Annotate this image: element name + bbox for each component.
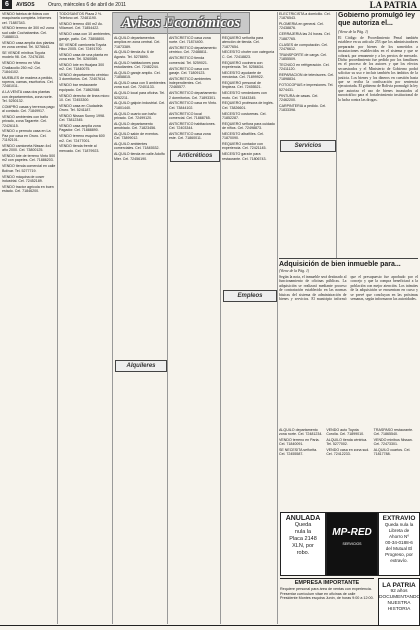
classified-ad: VENDO terreno en Villa Challacollo 250 m2. Cel. 71844102. bbox=[2, 61, 41, 74]
classified-ad: ANTICRETICO casa zona norte. Cel. 71874400. bbox=[169, 36, 211, 45]
category-logo: Empleos bbox=[223, 290, 277, 302]
classified-ad: TRANSPORTE de carga. Cel. 71855509. bbox=[279, 52, 327, 62]
classified-ad: ANTICRETICO local comercial. Cel. 71888765. bbox=[169, 111, 211, 120]
classified-ad: FOTOCOPIAS e impresiones. Tel. 5274431. bbox=[279, 83, 334, 92]
article-body: El Código de Procedimiento Penal también establece en su artículo 253 que los administradores prepararán por bienes de los sometidos a incautaciones establecidos en el sistema y que se cobrará, por remanente y a los precios de mercado. Dicho procedimiento fue pedido por los familiares en el proceso de los autores y que los efectos secuestrados y el Ministerio de Gobierno podrá solicitar su uso e incluir también los ámbitos de la justicia. Los bienes y los dineros en cuestión hasta que se reciba la confiscación por sentencia ejecutoriada. El gobierno de Bolivia promulgó la ley que autoriza el uso de bienes incautados al narcotráfico para el fortalecimiento institucional de la lucha contra las drogas. bbox=[338, 36, 418, 102]
classified-ad: REQUIERO cocinera con experiencia. Tel. 5256634. bbox=[222, 60, 264, 69]
classified-ad: ANTICRETICO departamento céntrico. Cel. 72488811. bbox=[169, 46, 217, 55]
advert-empresa bbox=[280, 578, 374, 625]
advert-line: DOCUMENTANDO bbox=[379, 595, 420, 600]
classified-ad: SE VENDE minibus Toyota modelo 98. Cel. 72476150. bbox=[2, 51, 46, 60]
classified-ad: PLOMERIA en general. Cel. 72438876. bbox=[279, 22, 324, 31]
classified-ad: COMPRO casas y terrenos pago al contado. Cel. 71849917. bbox=[2, 104, 55, 114]
classified-ad: ALQUILO departamentos amplios en zona central. Cel. 71873389. bbox=[114, 36, 161, 49]
classified-ad: ALQUILO casa con 5 ambientes zona sud. Cel. 72401133. bbox=[114, 81, 166, 90]
notice-line: Queda bbox=[294, 522, 312, 528]
classified-ad: VENDO minibus Nissan. Cel. 72473301. bbox=[373, 438, 413, 447]
classified-ad: VENDO máquina de coser industrial. Cel. 72452189. bbox=[2, 174, 45, 183]
classified-ad: ALQUILO ambientes comerciales. Cel. 71845532. bbox=[114, 142, 160, 151]
classified-ad: ALQUILO cuarto con baño privado. Cel. 72499120. bbox=[114, 111, 157, 120]
classified-ad: ALQUILO galpón industrial. Cel. 71801440. bbox=[114, 101, 166, 110]
page-header bbox=[0, 0, 420, 11]
notice-line: Progreso, por bbox=[385, 552, 413, 557]
section-name: AVISOS bbox=[16, 2, 35, 8]
classified-ad: SE NECESITA señorita. Cel. 72455587. bbox=[279, 448, 318, 457]
classified-ad: ALQUILO tienda en calle Adolfo Mier. Cel. 72456190. bbox=[114, 152, 165, 161]
notice-anulada bbox=[280, 512, 326, 576]
newspaper-brand: LA PATRIA bbox=[369, 0, 417, 10]
advert-subtitle: SERVICIOS bbox=[342, 542, 362, 546]
classified-ad: CERRAJERIA las 24 horas. Cel. 71887765. bbox=[279, 32, 331, 41]
ads-column-3 bbox=[114, 36, 166, 624]
section-banner bbox=[112, 12, 250, 34]
article-source: (Viene de la Pág. 1) bbox=[338, 30, 369, 34]
notice-title: ANULADA bbox=[285, 515, 321, 522]
classified-ad: VENDO tienda frente al mercado. Cel. 71879923. bbox=[59, 144, 100, 153]
classified-ad: ANTICRETICO casa en Vinto. Cel. 73844102. bbox=[169, 101, 218, 110]
ads-column-1 bbox=[2, 12, 56, 624]
classified-ad: NECESITO chofer con categoría C. Cel. 72418823. bbox=[222, 50, 275, 59]
column-divider bbox=[336, 12, 337, 258]
notice-extravio bbox=[378, 512, 420, 576]
news-article-bottom bbox=[279, 258, 418, 429]
classified-ad: REQUIERO profesora de inglés. Cel. 73826601. bbox=[222, 101, 274, 110]
classified-ad: PINTURA de casas. Cel. 72462200. bbox=[279, 93, 319, 102]
classified-ad: VENDO casa en zona sud. Cel. 72412233. bbox=[326, 448, 370, 457]
article-title: Adquisición de bien inmueble para... bbox=[279, 261, 401, 268]
classified-ad: NECESITO costureras. Cel. 71852287. bbox=[222, 111, 267, 120]
column-divider bbox=[57, 12, 58, 624]
classified-ad: NECESITO ayudante de mecánica. Cel. 71899922. bbox=[222, 70, 264, 80]
classified-ad: VENDO tienda comercial en calle Bolívar. Tel. 5277719. bbox=[2, 164, 56, 173]
advert-mp-red bbox=[326, 512, 378, 576]
advert-title: MP-RED bbox=[332, 527, 372, 538]
classified-ad: SE VENDE camioneta Toyota Hilux 2005. Cel. 72491700. bbox=[59, 42, 107, 51]
column-divider bbox=[220, 12, 221, 624]
page-number: 6 bbox=[2, 0, 12, 9]
notice-line: Ahorro Nº bbox=[388, 534, 410, 539]
classified-ad: CLASES de computación. Cel. 72476612. bbox=[279, 42, 328, 51]
column-divider bbox=[277, 12, 278, 624]
column-divider bbox=[112, 12, 113, 624]
classified-ad: VENDO terreno en Paria. Cel. 71840091. bbox=[279, 438, 320, 447]
classified-ad: VENDO auto Toyota Corolla. Cel. 71899010. bbox=[326, 428, 365, 437]
ads-column-5 bbox=[222, 36, 276, 624]
notice-line: nula la bbox=[294, 529, 312, 535]
classified-ad: ANTICRETICO tienda comercial. Tel. 5259021. bbox=[169, 56, 208, 65]
classified-ad: ANTICRETICO departamento 2 dormitorios. Cel. 71893301. bbox=[169, 91, 217, 100]
classified-ad: VENDO tractor agrícola en buen estado. Cel. 71846200. bbox=[2, 184, 54, 193]
notice-line: del Mutual El bbox=[385, 546, 413, 551]
article-title: Gobierno promulgó ley que autoriza el... bbox=[338, 12, 416, 27]
classified-ad: VENDO camioneta Nissan 4x4 año 2000. Cel. 73800125. bbox=[2, 143, 52, 153]
classified-ad: TRASPASO restaurante. Cel. 71865540. bbox=[373, 428, 414, 437]
classified-ad: VENDO terreno 450 m2 Av. Villarroel. Cel. 71854422. bbox=[59, 22, 103, 31]
classified-ad: REQUIERO señora para cuidado de niños. Cel. 72498873. bbox=[222, 121, 275, 131]
classified-ad: NECESITO garzón para restaurante. Cel. 71806743. bbox=[222, 152, 267, 161]
classified-ad: VENDO casa con 10 ambientes, garaje, patio. Cel. 73808800. bbox=[59, 32, 111, 41]
classified-ad: ANTICRETICO casa zona este. Cel. 71860011. bbox=[169, 131, 211, 141]
article-body: Según la nota, el inmueble será destinado al funcionamiento de oficinas públicas. La adquisición se realizará mediante proceso de contratación establecido en las normas básicas del sistema de administración de bienes y servicios. El municipio informó que el presupuesto fue aprobado por el concejo y que la compra beneficiará a la población con mejor atención. Los trámites de la adquisición se encuentran en curso y se prevé que concluyan en las próximas semanas, según informaron las autoridades. bbox=[279, 275, 418, 302]
issue-date: Oruro, miércoles 6 de abril de 2011 bbox=[48, 2, 127, 8]
classified-ad: ALQUILO habitaciones para estudiantes. Cel. 72482244. bbox=[114, 60, 159, 69]
classified-ad: VENDO casa amplia dos plantas en zona central. Tel. 5276643. bbox=[2, 40, 55, 50]
notice-line: Libreta de bbox=[388, 528, 410, 533]
classified-ad: TECNICO en refrigeración. Cel. 72411120. bbox=[279, 62, 330, 72]
classified-ad: ALQUILO tienda céntrica. Tel. 5277002. bbox=[326, 438, 368, 447]
notice-line: 00-34-0188-6 bbox=[385, 540, 413, 545]
classified-ad: VENDO lote en Huajara 300 m2. Cel. 71840075. bbox=[59, 62, 105, 72]
classified-ad: VENDO o permuto casa en La Paz por casa en Oruro. Cel. 71192101. bbox=[2, 129, 51, 143]
notice-title: EXTRAVIO bbox=[382, 515, 416, 522]
classified-ad: VENDO casa en Ciudadela Oruro. Tel. 5241187. bbox=[59, 103, 103, 112]
classified-ad: VENDO bar restaurante equipado. Cel. 71862088. bbox=[59, 83, 101, 92]
classified-ad: NECESITO vendedores con moto. Cel. 71843345. bbox=[222, 91, 267, 100]
classified-ad: REQUIERO señorita para atención de tienda. Cel. 71877654. bbox=[222, 36, 264, 49]
classified-ad: REQUIERO contador con experiencia. Cel. 72421145. bbox=[222, 142, 267, 151]
classified-ad: VENDO terreno esquina 600 m2. Cel. 72477001. bbox=[59, 134, 105, 143]
category-logo: Servicios bbox=[280, 140, 336, 152]
classified-ad: ELECTRICISTA a domicilio. Cel. 71876543. bbox=[279, 12, 331, 21]
classified-ad: ANTICRETICO ambientes independientes. Cel. 72465577. bbox=[169, 76, 211, 90]
classified-ad: ALQUILO local para oficina. Tel. 5252211. bbox=[114, 91, 166, 100]
classified-ad: VENDO derecho de línea micro 10. Cel. 72453300. bbox=[59, 93, 110, 102]
classified-ad: VENDO casa amplia zona Pagador. Cel. 71888890. bbox=[59, 124, 101, 133]
advert-title: EMPRESA IMPORTANTE bbox=[294, 580, 360, 586]
column-divider bbox=[167, 12, 168, 624]
classified-ad: A LA VENTA casa dos plantas con departamentos, zona norte. Tel. 5250132. bbox=[2, 90, 53, 103]
classified-ad: ALQUILO salón de eventos. Cel. 73899012. bbox=[114, 131, 159, 141]
classified-ad: ALQUILO garaje amplio. Cel. 71858815. bbox=[114, 70, 161, 80]
notice-line: Queda nula la bbox=[384, 522, 414, 527]
notice-line: robo. bbox=[296, 550, 310, 556]
advert-body: Requiere personal para área de ventas con experiencia. Presentar currículum vitae en oficinas de calle Presidente Montes esquina Junín, de horas 9:00 a 12:00. bbox=[280, 587, 374, 601]
classified-ad: VENDO casa de una planta en zona este. Tel. 5260089. bbox=[59, 52, 109, 62]
advert-line: NUESTRA HISTORIA bbox=[387, 601, 411, 612]
classified-ad: VENDO lote de terreno Vinto 500 m2 con papeles. Cel. 71886203. bbox=[2, 154, 56, 163]
classified-ad: VENDO departamento céntrico 3 dormitorios. Cel. 72407614. bbox=[59, 73, 109, 82]
classified-ad: REQUIERO personal de limpieza. Cel. 72455521. bbox=[222, 81, 262, 90]
page-footer-rule bbox=[0, 625, 420, 630]
ads-column-2 bbox=[59, 12, 111, 624]
advert-line: 92 años bbox=[390, 589, 408, 594]
classified-ad: NECESITO albañiles. Cel. 71870090. bbox=[222, 131, 264, 141]
notice-line: XLN, por bbox=[292, 543, 314, 549]
ads-column-4 bbox=[169, 36, 219, 624]
category-logo: Anticréticos bbox=[170, 150, 220, 162]
classified-ad: ANTICRETICO casa con garaje. Cel. 71809123. bbox=[169, 66, 209, 75]
classified-ad: TODOSANTOS Plaza 2 ½. Telefono cel. 72481190. bbox=[59, 12, 103, 21]
classified-ad: CARPINTERIA a pedido. Cel. 71833398. bbox=[279, 103, 327, 112]
classified-ad: VENDO Nissan Sunny 1998. Cel. 73812345. bbox=[59, 113, 105, 123]
classified-ad: MUEBLES de madera a pedido, roperos, camas, escritorios. Cel. 72481011. bbox=[2, 75, 54, 89]
classified-ad: VENDO ambientes con baño privado, zona Tagarete. Cel. 72426115. bbox=[2, 114, 49, 128]
classified-ad: REPARACION de televisores. Cel. 71898834. bbox=[279, 73, 335, 82]
ads-block-middle-right bbox=[279, 428, 418, 510]
advert-la-patria bbox=[378, 578, 420, 626]
notice-line: extravío. bbox=[390, 558, 408, 563]
notice-line: Placa 2148 bbox=[289, 536, 317, 542]
category-logo: Alquileres bbox=[115, 360, 167, 372]
classified-ad: ALQUILO departamento amoblado. Cel. 71823456. bbox=[114, 121, 157, 131]
classified-ad: ALQUILO cuartos. Cel. 71817788. bbox=[373, 448, 411, 457]
classified-ad: VENDO fabrica de fideos con maquinaria completa. Informes cel. 71887343. bbox=[2, 12, 52, 25]
classified-ad: ALQUILO tienda Av. 6 de Agosto. Tel. 5278890. bbox=[114, 50, 155, 59]
banner-title: Avisos Económicos bbox=[121, 14, 241, 31]
classified-ad: ALQUILO departamento zona norte. Cel. 72481234. bbox=[279, 428, 323, 437]
advert-title: LA PATRIA bbox=[382, 582, 416, 589]
classified-ad: ANTICRETICO habitaciones. Cel. 72403344. bbox=[169, 121, 216, 131]
classified-ad: VENDO terreno de 300 m2 zona sud calle Cochabamba. Cel. 71888013. bbox=[2, 26, 54, 40]
article-source: (Viene de la Pág. 1) bbox=[279, 269, 310, 273]
